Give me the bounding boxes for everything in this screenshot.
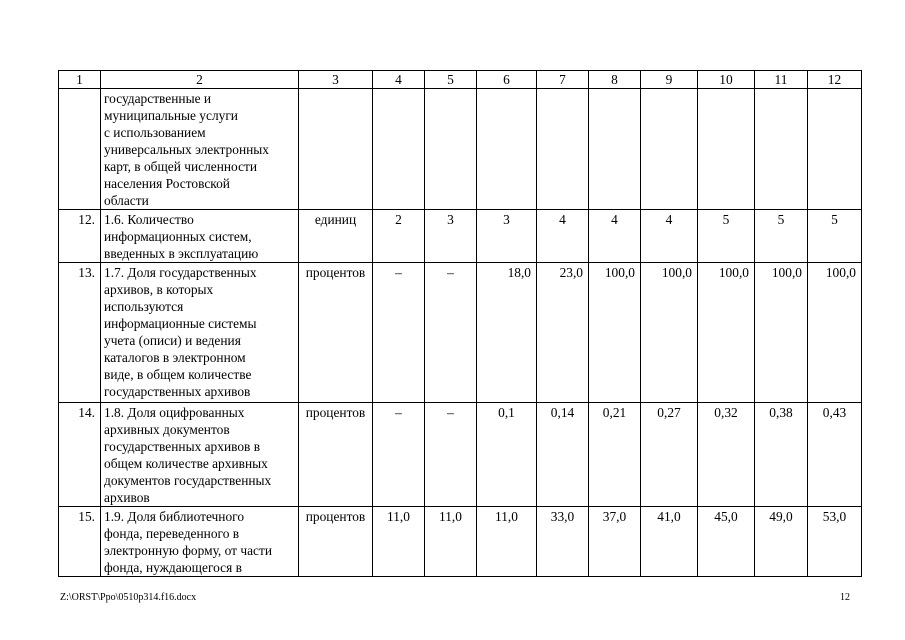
value-cell: 0,14 [537,403,589,507]
value-cell [373,89,425,210]
row-number [59,89,101,210]
table-row [59,507,862,577]
header-cell: 12 [808,71,862,89]
row-number: 12. [59,210,101,263]
header-cell: 4 [373,71,425,89]
value-cell: 4 [641,210,698,263]
indicator-name: 1.9. Доля библиотечного фонда, переведенного в электронную форму, от части фонда, нуждающегося в [101,507,299,577]
table-row [59,89,862,210]
header-cell: 8 [589,71,641,89]
indicator-name: 1.8. Доля оцифрованных архивных документов государственных архивов в общем количестве архивных документов государственных архивов [101,403,299,507]
value-cell: 100,0 [808,263,862,403]
header-cell: 3 [299,71,373,89]
header-cell: 11 [755,71,808,89]
value-cell: 11,0 [425,507,477,577]
table-row [59,210,862,263]
value-cell: 100,0 [589,263,641,403]
table-row [59,263,862,403]
header-cell: 9 [641,71,698,89]
indicator-table [58,70,862,577]
value-cell: 100,0 [698,263,755,403]
value-cell: 0,38 [755,403,808,507]
row-number: 13. [59,263,101,403]
value-cell: 18,0 [477,263,537,403]
value-cell: – [425,263,477,403]
unit-cell [299,89,373,210]
unit-cell: единиц [299,210,373,263]
table-header-row [59,71,862,89]
value-cell [698,89,755,210]
value-cell [589,89,641,210]
value-cell: 0,27 [641,403,698,507]
value-cell: – [373,263,425,403]
value-cell [641,89,698,210]
value-cell: 37,0 [589,507,641,577]
value-cell: 0,1 [477,403,537,507]
unit-cell: процентов [299,263,373,403]
value-cell: 100,0 [641,263,698,403]
indicator-name: государственные и муниципальные услуги с использованием универсальных электронных карт, в общей численности населения Ростовской области [101,89,299,210]
row-number: 14. [59,403,101,507]
footer-file-path: Z:\ORST\Ppo\0510p314.f16.docx [60,592,197,603]
footer-page-number: 12 [840,592,850,603]
value-cell: 4 [589,210,641,263]
value-cell: – [425,403,477,507]
value-cell [477,89,537,210]
unit-cell: процентов [299,403,373,507]
value-cell [425,89,477,210]
header-cell: 5 [425,71,477,89]
value-cell: 11,0 [373,507,425,577]
value-cell: 41,0 [641,507,698,577]
value-cell: 11,0 [477,507,537,577]
value-cell: 0,43 [808,403,862,507]
value-cell: 45,0 [698,507,755,577]
unit-cell: процентов [299,507,373,577]
value-cell: 23,0 [537,263,589,403]
header-cell: 10 [698,71,755,89]
indicator-name: 1.6. Количество информационных систем, введенных в эксплуатацию [101,210,299,263]
value-cell: 5 [808,210,862,263]
header-cell: 6 [477,71,537,89]
value-cell: 100,0 [755,263,808,403]
value-cell: 3 [477,210,537,263]
table-row [59,403,862,507]
value-cell: 33,0 [537,507,589,577]
header-cell: 2 [101,71,299,89]
header-cell: 7 [537,71,589,89]
value-cell [808,89,862,210]
value-cell: 5 [755,210,808,263]
value-cell: 2 [373,210,425,263]
value-cell: 5 [698,210,755,263]
value-cell: 0,21 [589,403,641,507]
value-cell: 0,32 [698,403,755,507]
header-cell: 1 [59,71,101,89]
value-cell [755,89,808,210]
value-cell: 3 [425,210,477,263]
row-number: 15. [59,507,101,577]
value-cell: 4 [537,210,589,263]
value-cell [537,89,589,210]
value-cell: 53,0 [808,507,862,577]
indicator-name: 1.7. Доля государственных архивов, в которых используются информационные системы учета (описи) и ведения каталогов в электронном виде, в общем количестве государственных архивов [101,263,299,403]
value-cell: – [373,403,425,507]
value-cell: 49,0 [755,507,808,577]
